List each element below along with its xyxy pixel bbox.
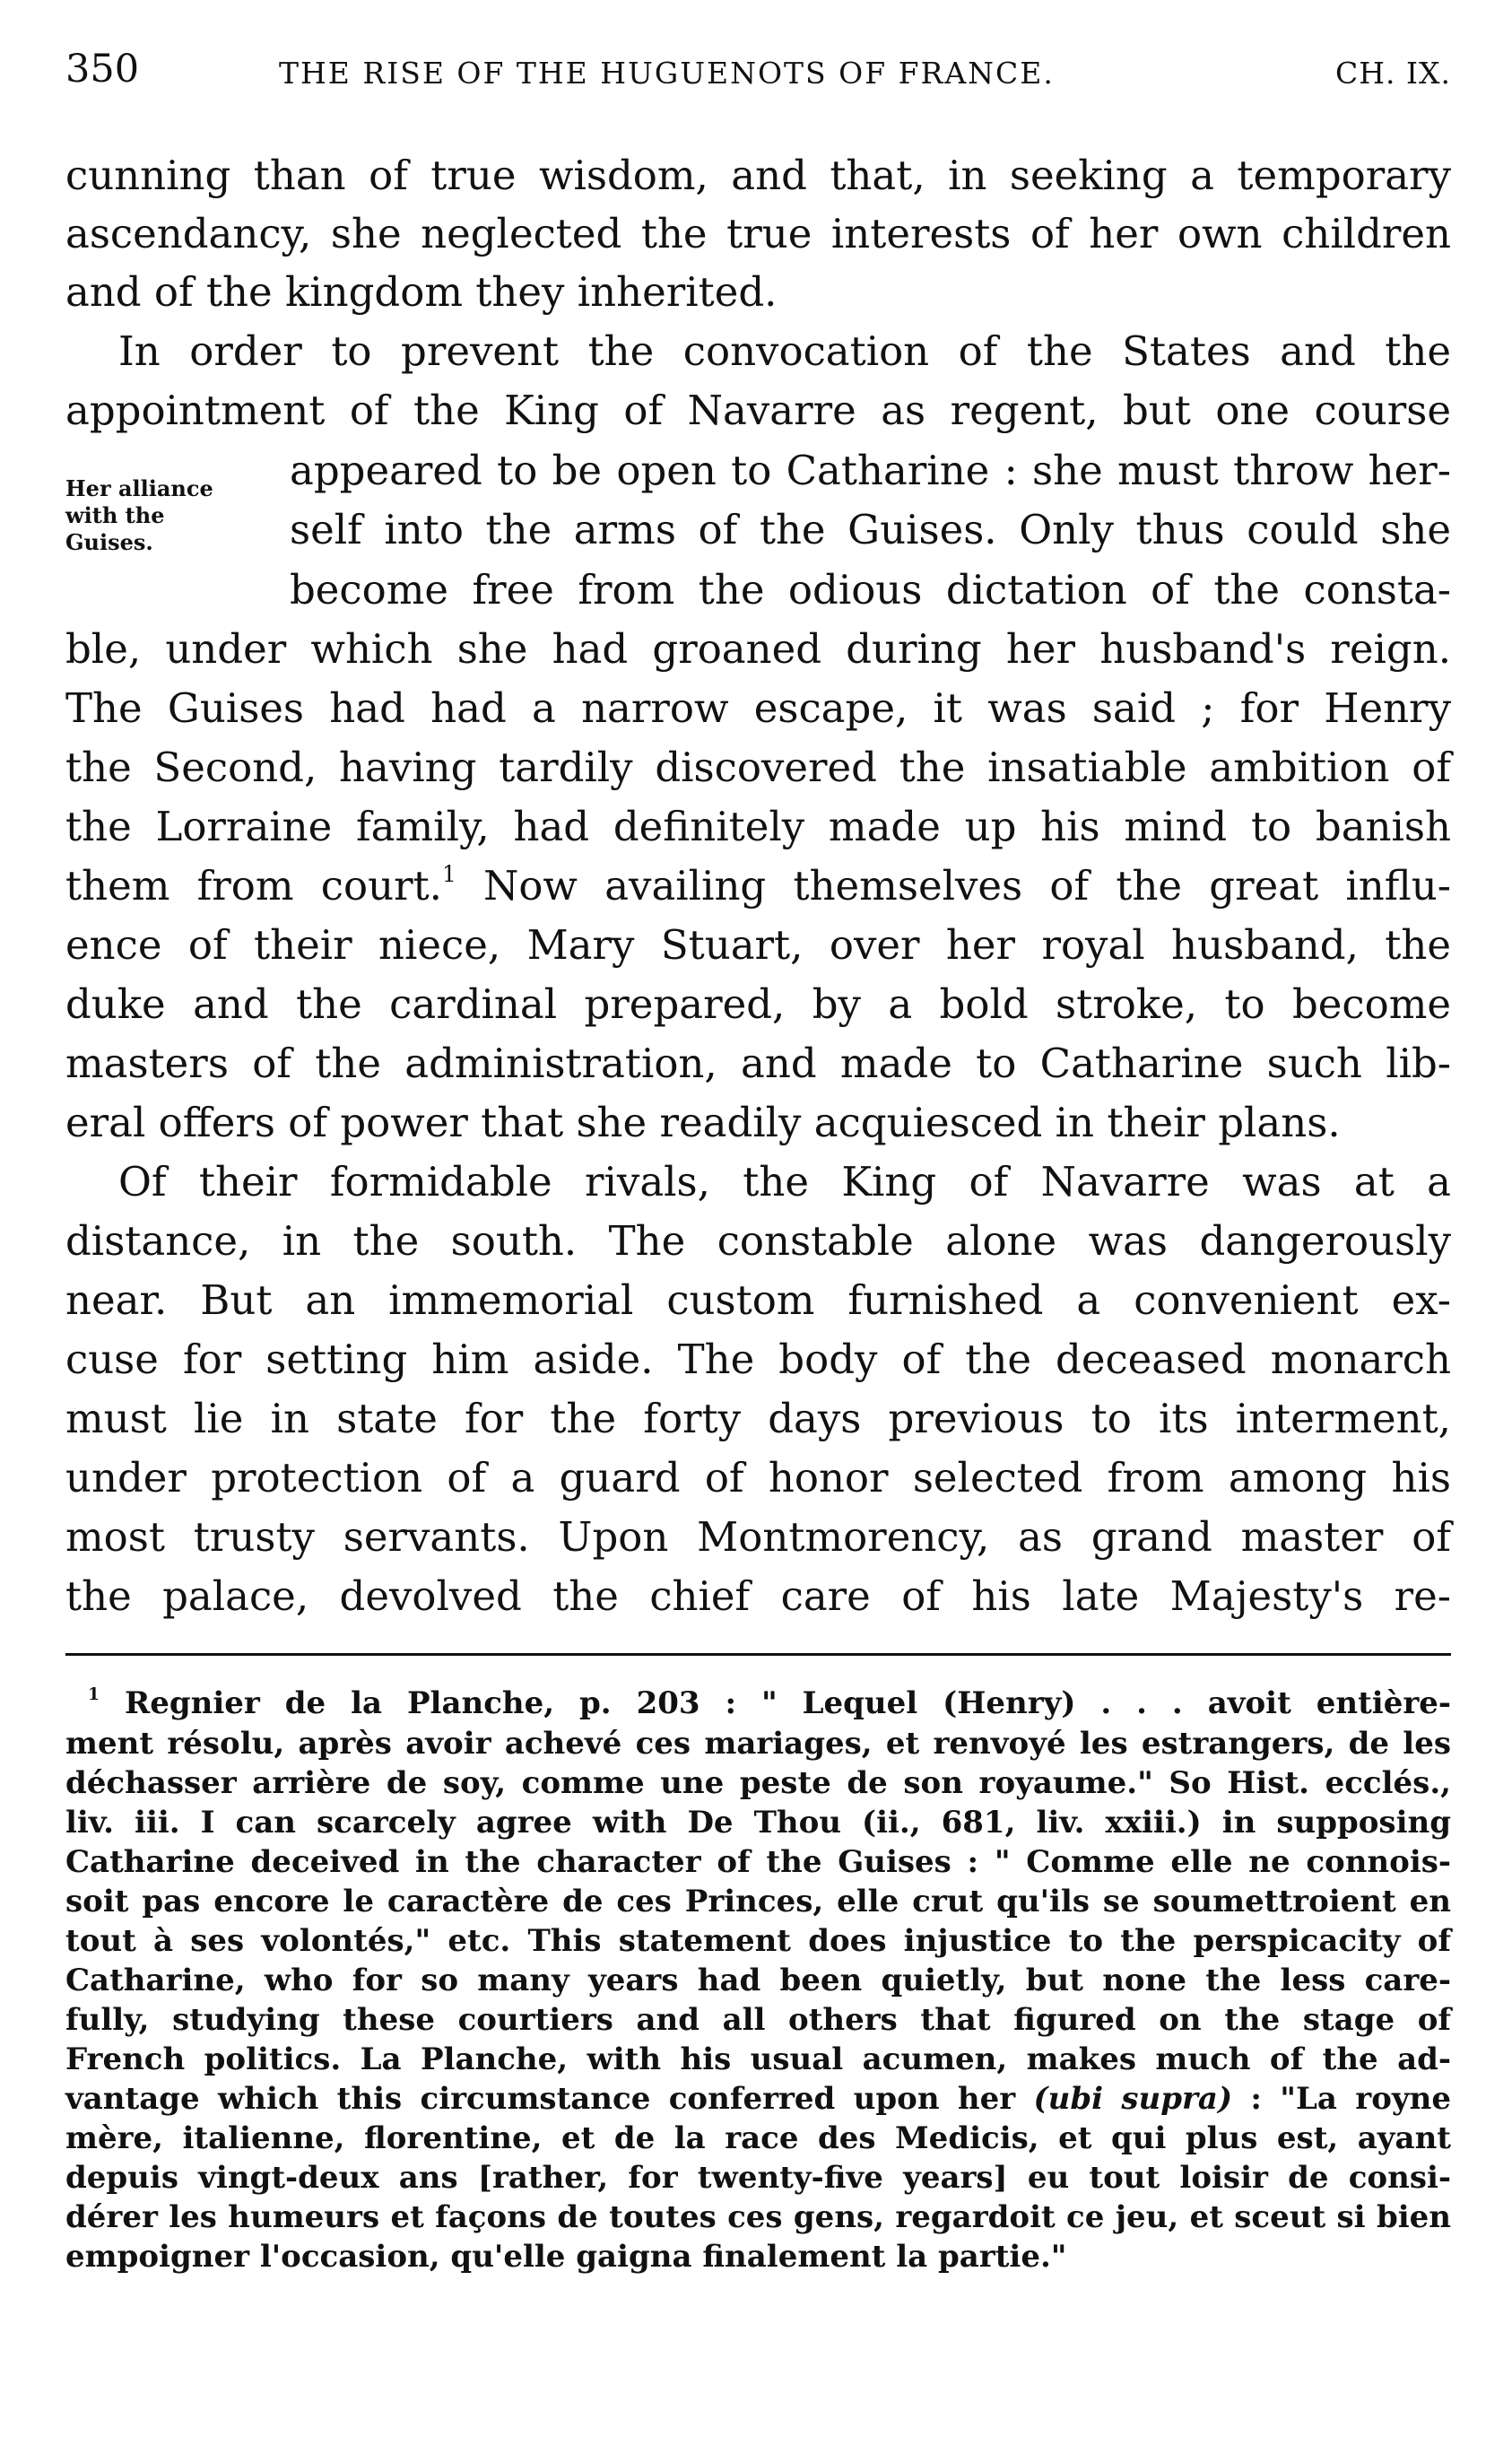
body-line: ble, under which she had groaned during her husband's reign. [65, 625, 1451, 673]
body-line: In order to prevent the convocation of the States and the [118, 327, 1451, 375]
footnote-marker: 1 [88, 1684, 100, 1705]
body-line: must lie in state for the forty days previous to its interment, [65, 1395, 1451, 1442]
running-title: THE RISE OF THE HUGUENOTS OF FRANCE. [279, 56, 1055, 91]
body-text-segment: Now availing themselves of the great influ- [482, 862, 1451, 910]
footnote-citation: (ubi supra) [1033, 2081, 1233, 2117]
body-line: appeared to be open to Catharine : she must throw her- [290, 447, 1451, 494]
body-line: the Lorraine family, had definitely made up his mind to banish [65, 803, 1451, 850]
page-number: 350 [65, 47, 140, 91]
chapter-label: CH. IX. [1334, 56, 1451, 91]
margin-note-line: Guises. [65, 529, 153, 555]
footnote-text-segment: vantage which this circumstance conferred upon her [65, 2081, 1016, 2117]
body-line: appointment of the King of Navarre as regent, but one course [65, 387, 1451, 434]
footnote-line: Catharine, who for so many years had been quietly, but none the less care- [65, 1963, 1451, 1998]
body-text-segment: them from court. [65, 862, 442, 910]
margin-note [65, 475, 290, 556]
footnote-line: soit pas encore le caractère de ces Princes, elle crut qu'ils se soumettroient en [65, 1884, 1451, 1919]
footnote-line [88, 1684, 1451, 1722]
body-line: cuse for setting him aside. The body of the deceased monarch [65, 1336, 1451, 1383]
body-line: under protection of a guard of honor selected from among his [65, 1454, 1451, 1501]
margin-note-line: with the [65, 502, 165, 528]
footnote-line: dérer les humeurs et façons de toutes ces gens, regardoit ce jeu, et sceut si bien [65, 2199, 1451, 2235]
body-line: self into the arms of the Guises. Only thus could she [290, 506, 1451, 553]
footnote-line: depuis vingt-deux ans [rather, for twenty-five years] eu tout loisir de consi- [65, 2160, 1451, 2196]
footnote-line: empoigner l'occasion, qu'elle gaigna finalement la partie." [65, 2239, 1067, 2275]
body-line: duke and the cardinal prepared, by a bold stroke, to become [65, 980, 1451, 1028]
footnote-text-segment: Regnier de la Planche, p. 203 : " Lequel (Henry) . . . avoit entière- [124, 1685, 1451, 1721]
footnote-line: French politics. La Planche, with his usual acumen, makes much of the ad- [65, 2041, 1451, 2077]
running-header [65, 47, 1451, 100]
body-line: the Second, having tardily discovered the insatiable ambition of [65, 744, 1451, 791]
body-line: eral offers of power that she readily acquiesced in their plans. [65, 1099, 1341, 1146]
body-line: cunning than of true wisdom, and that, in seeking a temporary [65, 152, 1451, 199]
footnote-line: ment résolu, après avoir achevé ces mariages, et renvoyé les estrangers, de les [65, 1726, 1451, 1762]
footnote-text-segment: : "La royne [1250, 2081, 1452, 2117]
body-line: masters of the administration, and made to Catharine such lib- [65, 1040, 1451, 1087]
body-line: The Guises had had a narrow escape, it was said ; for Henry [65, 684, 1451, 732]
footnote-line: Catharine deceived in the character of the Guises : " Comme elle ne connois- [65, 1844, 1451, 1880]
footnote-reference[interactable]: 1 [441, 861, 456, 888]
footnote-line [65, 2080, 1451, 2118]
footnote-line: déchasser arrière de soy, comme une peste de son royaume." So Hist. ecclés., [65, 1765, 1451, 1801]
body-line: ence of their niece, Mary Stuart, over her royal husband, the [65, 921, 1451, 969]
body-line: Of their formidable rivals, the King of Navarre was at a [118, 1158, 1451, 1205]
body-line: become free from the odious dictation of the consta- [290, 566, 1451, 614]
body-line [65, 858, 1451, 914]
body-line: the palace, devolved the chief care of his late Majesty's re- [65, 1572, 1451, 1620]
body-line: and of the kingdom they inherited. [65, 268, 778, 316]
footnote-divider [65, 1653, 1451, 1656]
body-line: ascendancy, she neglected the true interests of her own children [65, 210, 1451, 257]
body-line: near. But an immemorial custom furnished a convenient ex- [65, 1276, 1451, 1324]
footnote-line: mère, italienne, florentine, et de la race des Medicis, et qui plus est, ayant [65, 2120, 1451, 2156]
body-line: most trusty servants. Upon Montmorency, as grand master of [65, 1513, 1451, 1561]
footnote-line: fully, studying these courtiers and all others that figured on the stage of [65, 2002, 1451, 2038]
footnote-line: liv. iii. I can scarcely agree with De Thou (ii., 681, liv. xxiii.) in supposing [65, 1805, 1451, 1841]
footnote-line: tout à ses volontés," etc. This statement does injustice to the perspicacity of [65, 1923, 1451, 1959]
margin-note-line: Her alliance [65, 475, 213, 501]
body-line: distance, in the south. The constable alone was dangerously [65, 1217, 1451, 1265]
